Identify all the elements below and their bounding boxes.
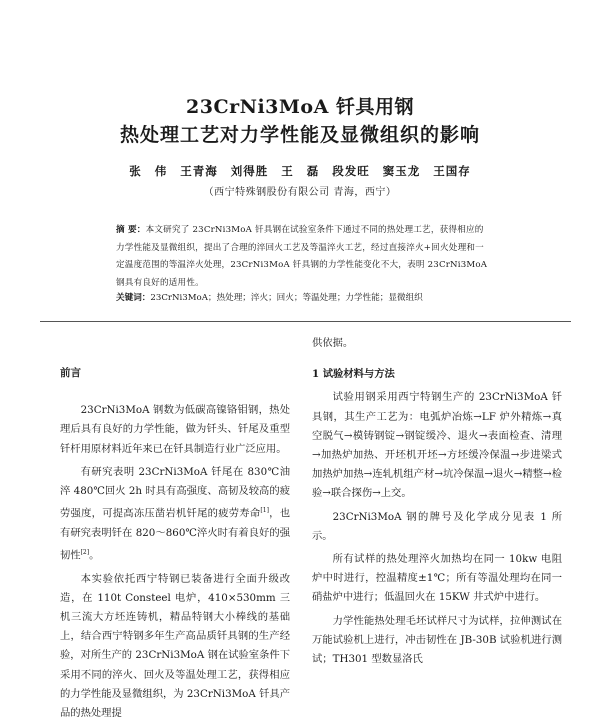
left-column	[60, 364, 290, 727]
paragraph: 所有试样的热处理淬火加热均在同一 10kw 电阻炉中时进行，控温精度±1℃；所有等温处理均在同一硝盐炉中进行；低温回火在 15KW 井式炉中进行。	[312, 553, 562, 604]
paragraph-with-refs	[60, 463, 290, 566]
paragraph-text: 有研究表明 23CrNi3MoA 钎尾在 830℃油淬 480℃回火 2h 时具有高强度、高韧及较高的疲劳强度，可提高冻压凿岩机钎尾的疲劳寿命	[60, 465, 290, 520]
paragraph: 试验用钢采用西宁特钢生产的 23CrNi3MoA 钎具钢，其生产工艺为：电弧炉冶炼→LF 炉外精炼→真空脱气→模铸钢锭→钢锭缓冷、退火→表面检查、清理→加热炉加热、开坯机开坯→方坯缓冷保温→步进梁式加热炉加热→连轧机组产材→坑冷保温→退火→精整→检验→联合探伤→上交。	[312, 391, 562, 500]
paragraph: 本实验依托西宁特钢已装备进行全面升级改造，在 110t Consteel 电炉，410×530mm 三机三流大方坯连铸机，精品特钢大小棒线的基础上，结合西宁特钢多年生产高品质钎具钢的生产经验，对所生产的 23CrNi3MoA 钢在试验室条件下采用不同的淬火、回火及等温处理工艺，获得相应的力学性能及显微组织，为 23CrNi3MoA 钎具产品的热处理提	[60, 572, 290, 720]
affiliation: （西宁特殊钢股份有限公司 青海，西宁）	[203, 187, 397, 198]
abstract-label: 摘 要：	[116, 225, 146, 235]
section-heading-materials: 1 试验材料与方法	[312, 368, 395, 381]
keywords	[116, 291, 492, 305]
keywords-label: 关键词：	[116, 293, 151, 303]
citation-ref: [2]	[80, 549, 90, 557]
paragraph: 23CrNi3MoA 钢的牌号及化学成分见表 1 所示。	[312, 510, 562, 542]
title-line-1: 23CrNi3MoA 钎具用钢	[186, 96, 414, 118]
keywords-text: 23CrNi3MoA；热处理；淬火；回火；等温处理；力学性能；显微组织	[150, 293, 423, 303]
paragraph-text: 。	[89, 549, 100, 562]
abstract-text: 本文研究了 23CrNi3MoA 钎具钢在试验室条件下通过不同的热处理工艺，获得相应的力学性能及显微组织，提出了合理的淬回火工艺及等温淬火工艺，经过直接淬火+回火处理和一定温度范围的等温淬火处理，23CrNi3MoA 钎具钢的力学性能变化不大，表明 23CrNi3MoA 钢具有良好的适用性。	[116, 225, 488, 288]
right-column	[312, 334, 562, 673]
abstract	[116, 222, 492, 292]
divider	[40, 321, 571, 322]
title-line-2: 热处理工艺对力学性能及显微组织的影响	[119, 124, 480, 146]
author-list: 张 伟 王青海 刘得胜 王 磊 段发旺 窦玉龙 王国存	[129, 164, 471, 178]
citation-ref: [1]	[260, 507, 269, 515]
paragraph-text: ，也有研究表明钎在 820～860℃淬火时有着良好的强韧性	[60, 507, 291, 562]
paragraph-continuation: 供依据。	[312, 337, 354, 349]
paragraph: 力学性能热处理毛坯试样尺寸为试样，拉伸测试在万能试验机上进行，冲击韧性在 JB-30B 试验机进行测试；TH301 型数显洛氏	[312, 614, 562, 666]
section-heading-intro: 前言	[60, 367, 81, 379]
paragraph: 23CrNi3MoA 钢数为低碳高镍铬钼钢，热处理后具有良好的力学性能，做为钎头、钎尾及重型钎杆用原材料近年来已在钎具制造行业广泛应用。	[60, 404, 290, 455]
